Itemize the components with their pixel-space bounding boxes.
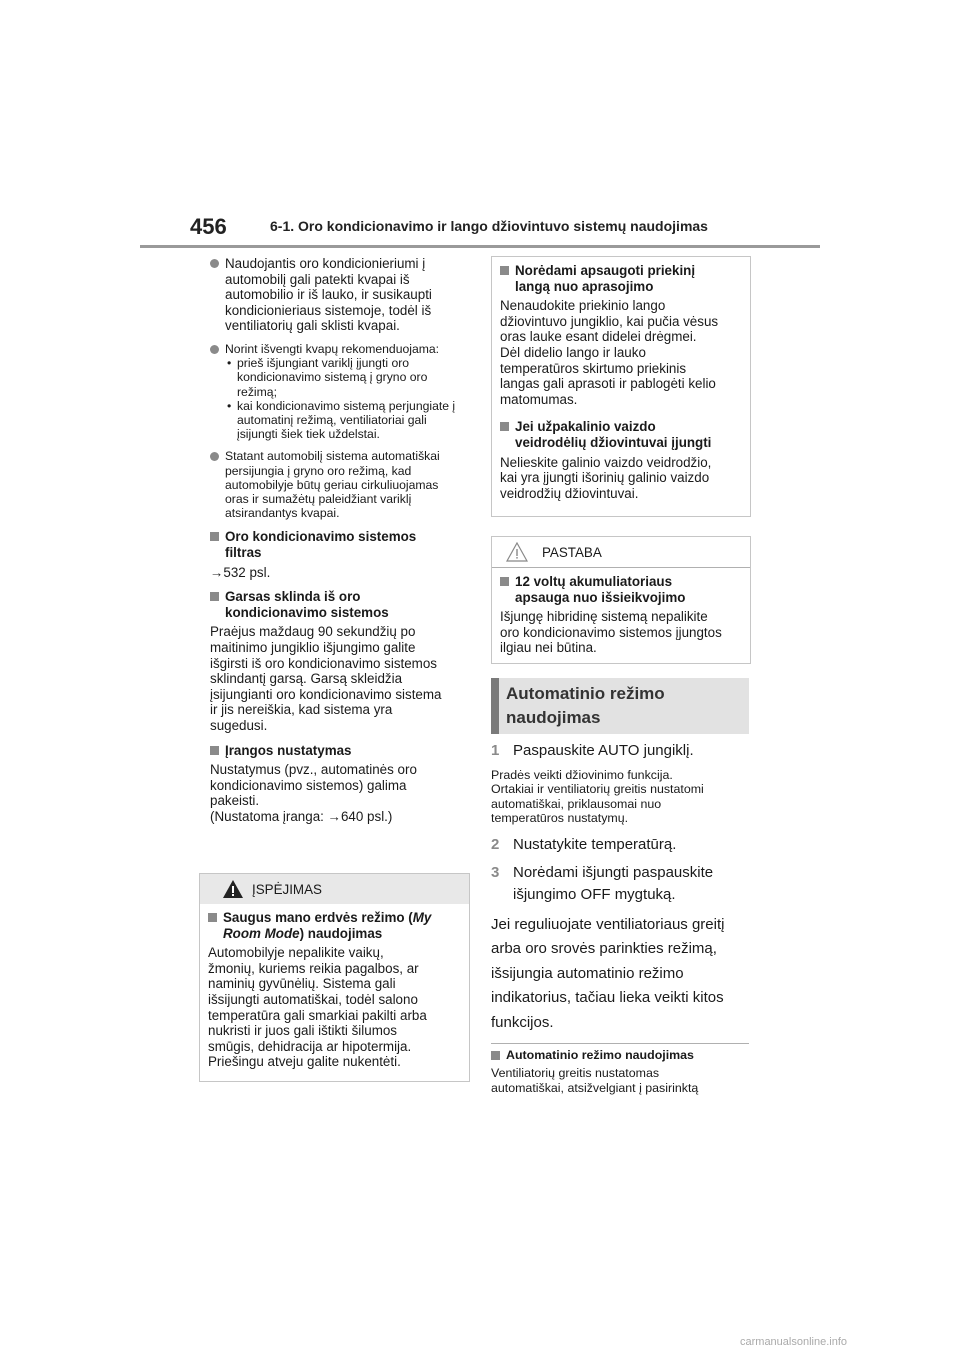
settings-text: Nustatymus (pvz., automatinės oro kondicionavimo sistemos) galima pakeisti. (Nustatoma įranga: →640 psl.) [210, 762, 470, 824]
step-1: 1 Paspauskite AUTO jungiklį. [491, 742, 694, 759]
warning-header [200, 874, 469, 904]
page-number: 456 [190, 214, 227, 239]
section-divider [491, 1043, 749, 1044]
section-title-settings: Įrangos nustatymas [210, 743, 470, 759]
bullet-fresh-air: Statant automobilį sistema automatiškai persijungia į gryno oro režimą, kad automobilyje būtų geriau cirkuliuojamas oras ir sumažėtų paleidžiant variklį atsirandantys kvapai. [210, 449, 470, 520]
sound-text: Praėjus maždaug 90 sekundžių po maitinimo jungiklio išjungimo galite išgirsti iš oro kondicionavimo sistemos sklindantį garsą. Garsą skleidžia įsijungianti oro kondicionavimo sistema ir jis nereiškia, kad sistema yra sugedusi. [210, 624, 442, 733]
square-bullet-icon [500, 422, 509, 431]
square-bullet-icon [210, 746, 219, 755]
bullet-dot-icon [210, 345, 219, 354]
square-bullet-icon [491, 1051, 500, 1060]
square-bullet-icon [208, 913, 217, 922]
bullet-dot-icon [210, 259, 219, 268]
step-3: 3 Norėdami išjungti paspauskite išjungimo OFF mygtuką. [491, 863, 714, 903]
section-title-windshield: Norėdami apsaugoti priekinį langą nuo aprasojimo [500, 263, 742, 294]
caution-triangle-icon [506, 542, 528, 562]
page-header [190, 214, 820, 246]
filter-reference[interactable]: →532 psl. [210, 564, 271, 580]
auto-info-text: Ventiliatorių greitis nustatomas automatiškai, atsižvelgiant į pasirinktą [491, 1066, 699, 1095]
notice-header [492, 537, 750, 567]
settings-reference[interactable]: (Nustatoma įranga: →640 psl.) [210, 808, 393, 824]
auto-mode-info [491, 1046, 753, 1095]
warning-box [199, 873, 470, 1082]
auto-mode-steps [491, 740, 753, 1035]
square-bullet-icon [500, 577, 509, 586]
section-title-mirror: Jei užpakalinio vaizdo veidrodėlių džiovintuvai įjungti [500, 419, 742, 450]
warning-title: Saugus mano erdvės režimo (My Room Mode) naudojimas [208, 910, 461, 941]
header-rule [140, 245, 820, 248]
windshield-text: Nenaudokite priekinio lango džiovintuvo jungiklio, kai pučia vėsus oras lauke esant didelei drėgmei. Dėl didelio lango ir lauko temperatūros skirtumo priekinis langas gali aprasoti ir pablogėti kelio matomumas. [500, 298, 719, 407]
notice-label: PASTABA [542, 545, 602, 560]
square-bullet-icon [500, 266, 509, 275]
chapter-title: 6-1. Oro kondicionavimo ir lango džiovintuvo sistemų naudojimas [270, 218, 708, 234]
left-column [210, 256, 470, 831]
warning-text: Automobilyje nepalikite vaikų, žmonių, kuriems reikia pagalbos, ar naminių gyvūnėlių. Sistema gali išsijungti automatiškai, todėl salono temperatūra gali smarkiai pakilti arba nukristi ir juos gali ištikti šilumos smūgis, dehidracija ar hipotermija. Priešingu atveju galite nukentėti. [208, 945, 427, 1070]
step-1-text: Pradės veikti džiovinimo funkcija. Ortakiai ir ventiliatorių greitis nustatomi automatiškai, priklausomai nuo temperatūros nustatymų. [491, 768, 704, 826]
square-bullet-icon [210, 532, 219, 541]
square-bullet-icon [210, 592, 219, 601]
bullet-recommendations: Norint išvengti kvapų rekomenduojama: • prieš išjungiant variklį įjungti oro kondicionavimo sistemą į gryno oro režimą; • kai kondicionavimo sistemą perjungiate į automatinį režimą, ventiliatoriai gali įsijungti šiek tiek uždelstai. [210, 342, 470, 441]
sub-item: • kai kondicionavimo sistemą perjungiate į automatinį režimą, ventiliatoriai gali įsijungti šiek tiek uždelstai. [227, 398, 456, 442]
warning-content [200, 904, 469, 1078]
bullet-dot-icon [210, 452, 219, 461]
notice-text: Išjungę hibridinę sistemą nepalikite oro kondicionavimo sistemos įjungtos ilgiau nei būtina. [500, 609, 722, 656]
warning-label: ĮSPĖJIMAS [252, 882, 322, 897]
auto-mode-paragraph: Jei reguliuojate ventiliatoriaus greitį arba oro srovės parinkties režimą, išsijungia automatinio režimo indikatorius, tačiau lieka veikti kitos funkcijos. [491, 915, 725, 1031]
tips-box [491, 256, 751, 517]
sub-item: • prieš išjungiant variklį įjungti oro kondicionavimo sistemą į gryno oro režimą; [227, 356, 428, 399]
notice-box [491, 536, 751, 664]
notice-title: 12 voltų akumuliatoriaus apsauga nuo išsieikvojimo [500, 574, 742, 605]
notice-content [492, 567, 750, 664]
bullet-odors: Naudojantis oro kondicionieriumi į automobilį gali patekti kvapai iš automobilio ir iš lauko, ir susikaupti kondicionieriaus sistemoje, todėl iš ventiliatorių gali sklisti kvapai. [210, 256, 470, 334]
heading-bar [491, 678, 499, 734]
step-2: 2 Nustatykite temperatūrą. [491, 835, 677, 853]
section-title-auto-info: Automatinio režimo naudojimas [491, 1048, 753, 1062]
section-title-filter: Oro kondicionavimo sistemos filtras [210, 529, 470, 560]
auto-mode-heading: Automatinio režimo naudojimas [491, 678, 749, 734]
section-title-sound: Garsas sklinda iš oro kondicionavimo sistemos [210, 589, 470, 620]
mirror-text: Nelieskite galinio vaizdo veidrodžio, kai yra įjungti išorinių galinio vaizdo veidrodžių džiovintuvai. [500, 454, 712, 501]
warning-triangle-icon [222, 879, 244, 899]
tips-content [492, 257, 750, 515]
watermark: carmanualsonline.info [740, 1336, 848, 1348]
